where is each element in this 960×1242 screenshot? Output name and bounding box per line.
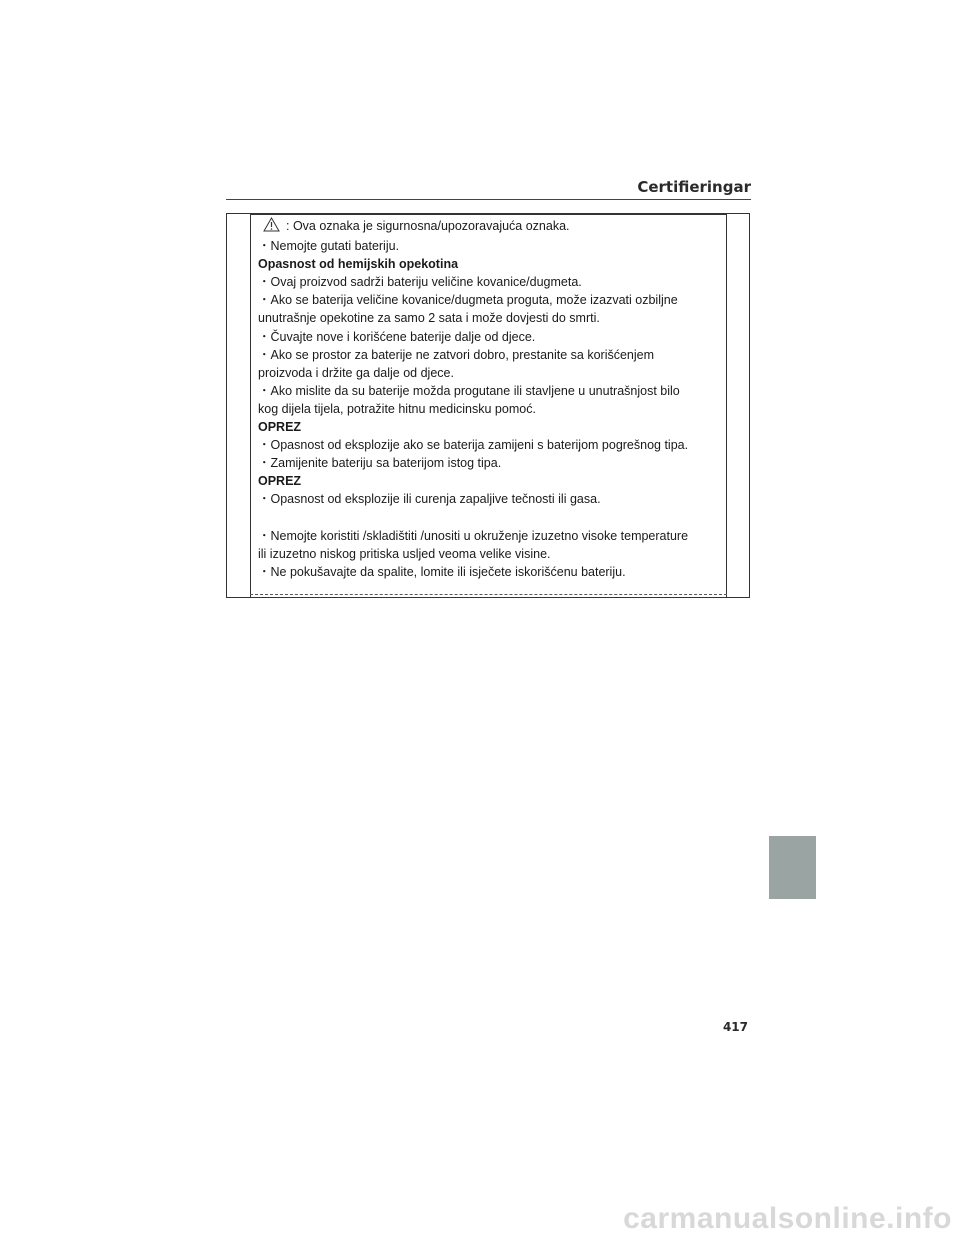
warning-triangle-icon <box>263 217 280 237</box>
warning-text <box>258 217 718 581</box>
section-title: Certifieringar <box>637 178 751 196</box>
box-top-rule <box>250 214 727 215</box>
battery-warning-box <box>226 213 750 598</box>
warning-heading: OPREZ <box>258 420 302 435</box>
warning-line: ・Čuvajte nove i korišćene baterije dalje od djece. <box>258 329 536 344</box>
warning-line: ・Ne pokušavajte da spalite, lomite ili isječete iskorišćenu bateriju. <box>258 564 626 579</box>
warning-line: ili izuzetno niskog pritiska usljed veoma velike visine. <box>258 546 551 561</box>
warning-heading: OPREZ <box>258 474 302 489</box>
warning-line: ・Nemojte koristiti /skladištiti /unositi u okruženje izuzetno visoke temperature <box>258 528 689 543</box>
warning-line: ・Ako se prostor za baterije ne zatvori dobro, prestanite sa korišćenjem <box>258 347 655 362</box>
warning-line: kog dijela tijela, potražite hitnu medicinsku pomoć. <box>258 401 536 416</box>
page-number: 417 <box>722 1020 748 1034</box>
watermark: carmanualsonline.info <box>623 1202 952 1235</box>
warning-line: ・Nemojte gutati bateriju. <box>258 239 400 254</box>
warning-line: proizvoda i držite ga dalje od djece. <box>258 365 454 380</box>
warning-lines <box>258 237 718 581</box>
box-bottom-rule <box>250 594 727 597</box>
header-divider <box>226 199 751 200</box>
warning-line: ・Opasnost od eksplozije ili curenja zapaljive tečnosti ili gasa. <box>258 492 601 507</box>
warning-symbol-caption: : Ova oznaka je sigurnosna/upozoravajuća oznaka. <box>286 219 570 233</box>
warning-line: ・Ovaj proizvod sadrži bateriju veličine kovanice/dugmeta. <box>258 275 582 290</box>
warning-line: ・Opasnost od eksplozije ako se baterija zamijeni s baterijom pogrešnog tipa. <box>258 438 689 453</box>
warning-heading: Opasnost od hemijskih opekotina <box>258 257 459 272</box>
warning-line <box>258 509 718 527</box>
box-right-rule <box>726 214 727 597</box>
warning-line: ・Zamijenite bateriju sa baterijom istog tipa. <box>258 456 502 471</box>
warning-line: ・Ako mislite da su baterije možda progutane ili stavljene u unutrašnjost bilo <box>258 383 680 398</box>
warning-symbol-line <box>258 217 718 237</box>
box-left-rule <box>250 214 251 597</box>
warning-line: ・Ako se baterija veličine kovanice/dugmeta proguta, može izazvati ozbiljne <box>258 293 678 308</box>
warning-line: unutrašnje opekotine za samo 2 sata i može dovjesti do smrti. <box>258 311 600 326</box>
chapter-tab <box>769 836 816 899</box>
